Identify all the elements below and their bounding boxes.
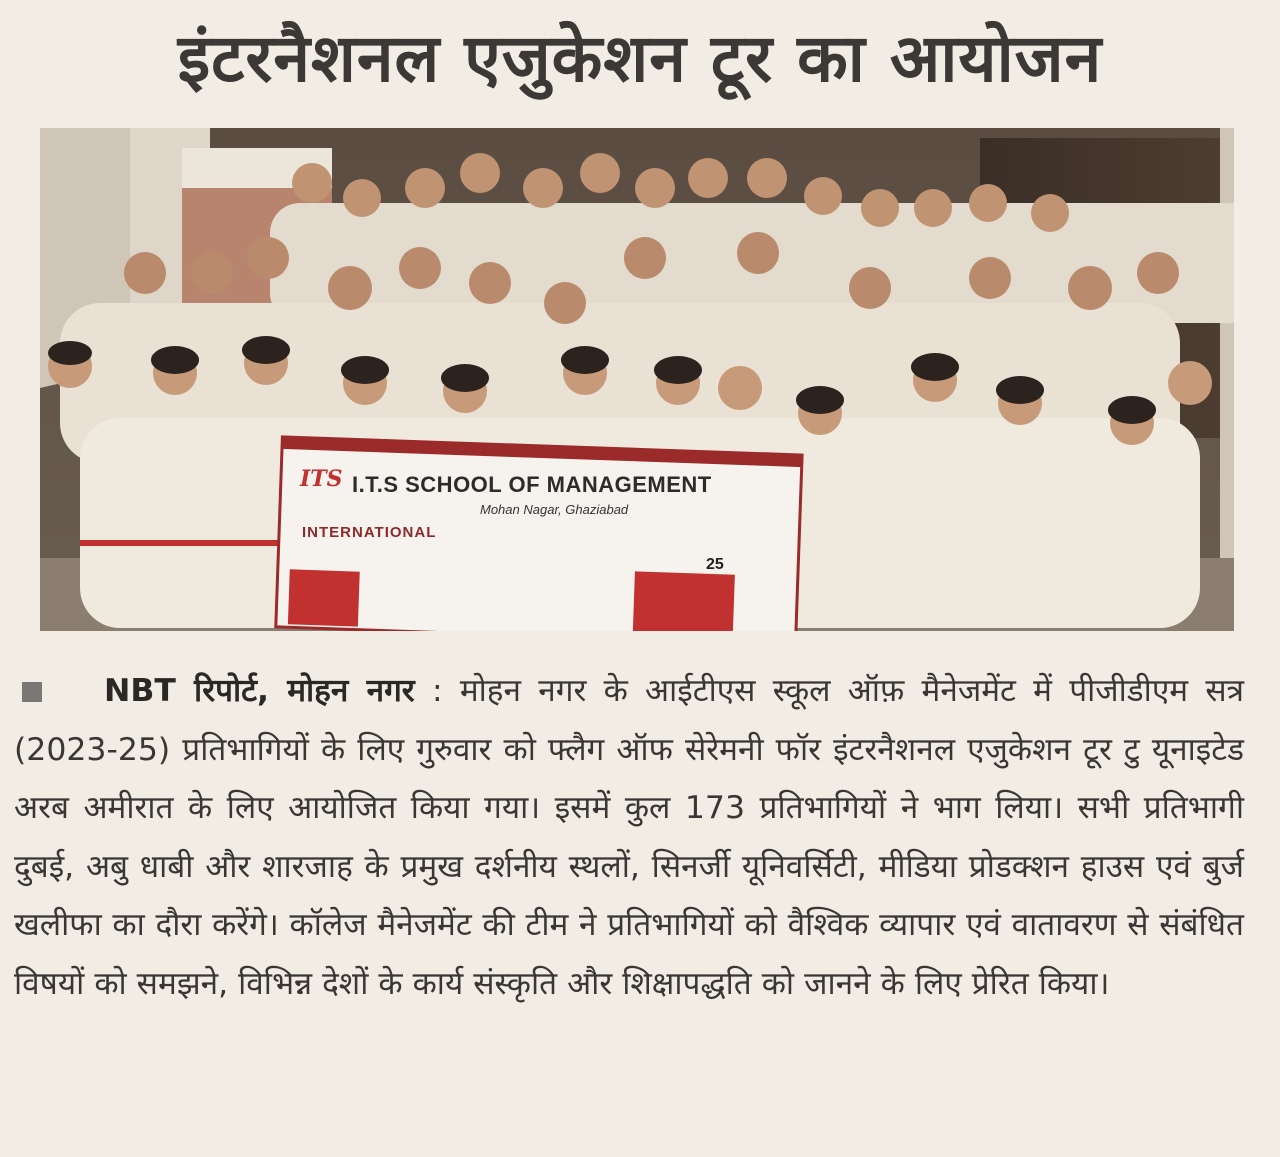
- banner-number: 25: [706, 556, 724, 573]
- bullet-square-icon: [22, 682, 42, 702]
- banner-subtitle: Mohan Nagar, Ghaziabad: [480, 502, 629, 517]
- headline: इंटरनैशनल एजुकेशन टूर का आयोजन: [177, 20, 1103, 97]
- banner-title: I.T.S SCHOOL OF MANAGEMENT: [352, 472, 712, 497]
- dateline: NBT रिपोर्ट, मोहन नगर: [104, 673, 415, 709]
- article-body: मोहन नगर के आईटीएस स्कूल ऑफ़ मैनेजमेंट में पीजीडीएम सत्र (2023-25) प्रतिभागियों के लिए गुरुवार को फ्लैग ऑफ सेरेमनी फॉर इंटरनैशनल एजुकेशन टूर टु यूनाइटेड अरब अमीरात के लिए आयोजित किया गया। इसमें कुल 173 प्रतिभागियों ने भाग लिया। सभी प्रतिभागी दुबई, अबु धाबी और शारजाह के प्रमुख दर्शनीय स्थलों, सिनर्जी यूनिवर्सिटी, मीडिया प्रोडक्शन हाउस एवं बुर्ज खलीफा का दौरा करेंगे। कॉलेज मैनेजमेंट की टीम ने प्रतिभागियों को वैश्विक व्यापार एवं वातावरण से संबंधित विषयों को समझने, विभिन्न देशों के कार्य संस्कृति और शिक्षापद्धति को जानने के लिए प्रेरित किया।: [14, 673, 1245, 1002]
- group-photo: [40, 128, 1234, 631]
- banner-line2: INTERNATIONAL: [302, 524, 437, 541]
- dateline-separator: :: [414, 673, 460, 709]
- article-text: [14, 662, 1244, 1014]
- group-photo-illustration: [40, 128, 1234, 631]
- banner-logo-text: ITS: [300, 466, 343, 492]
